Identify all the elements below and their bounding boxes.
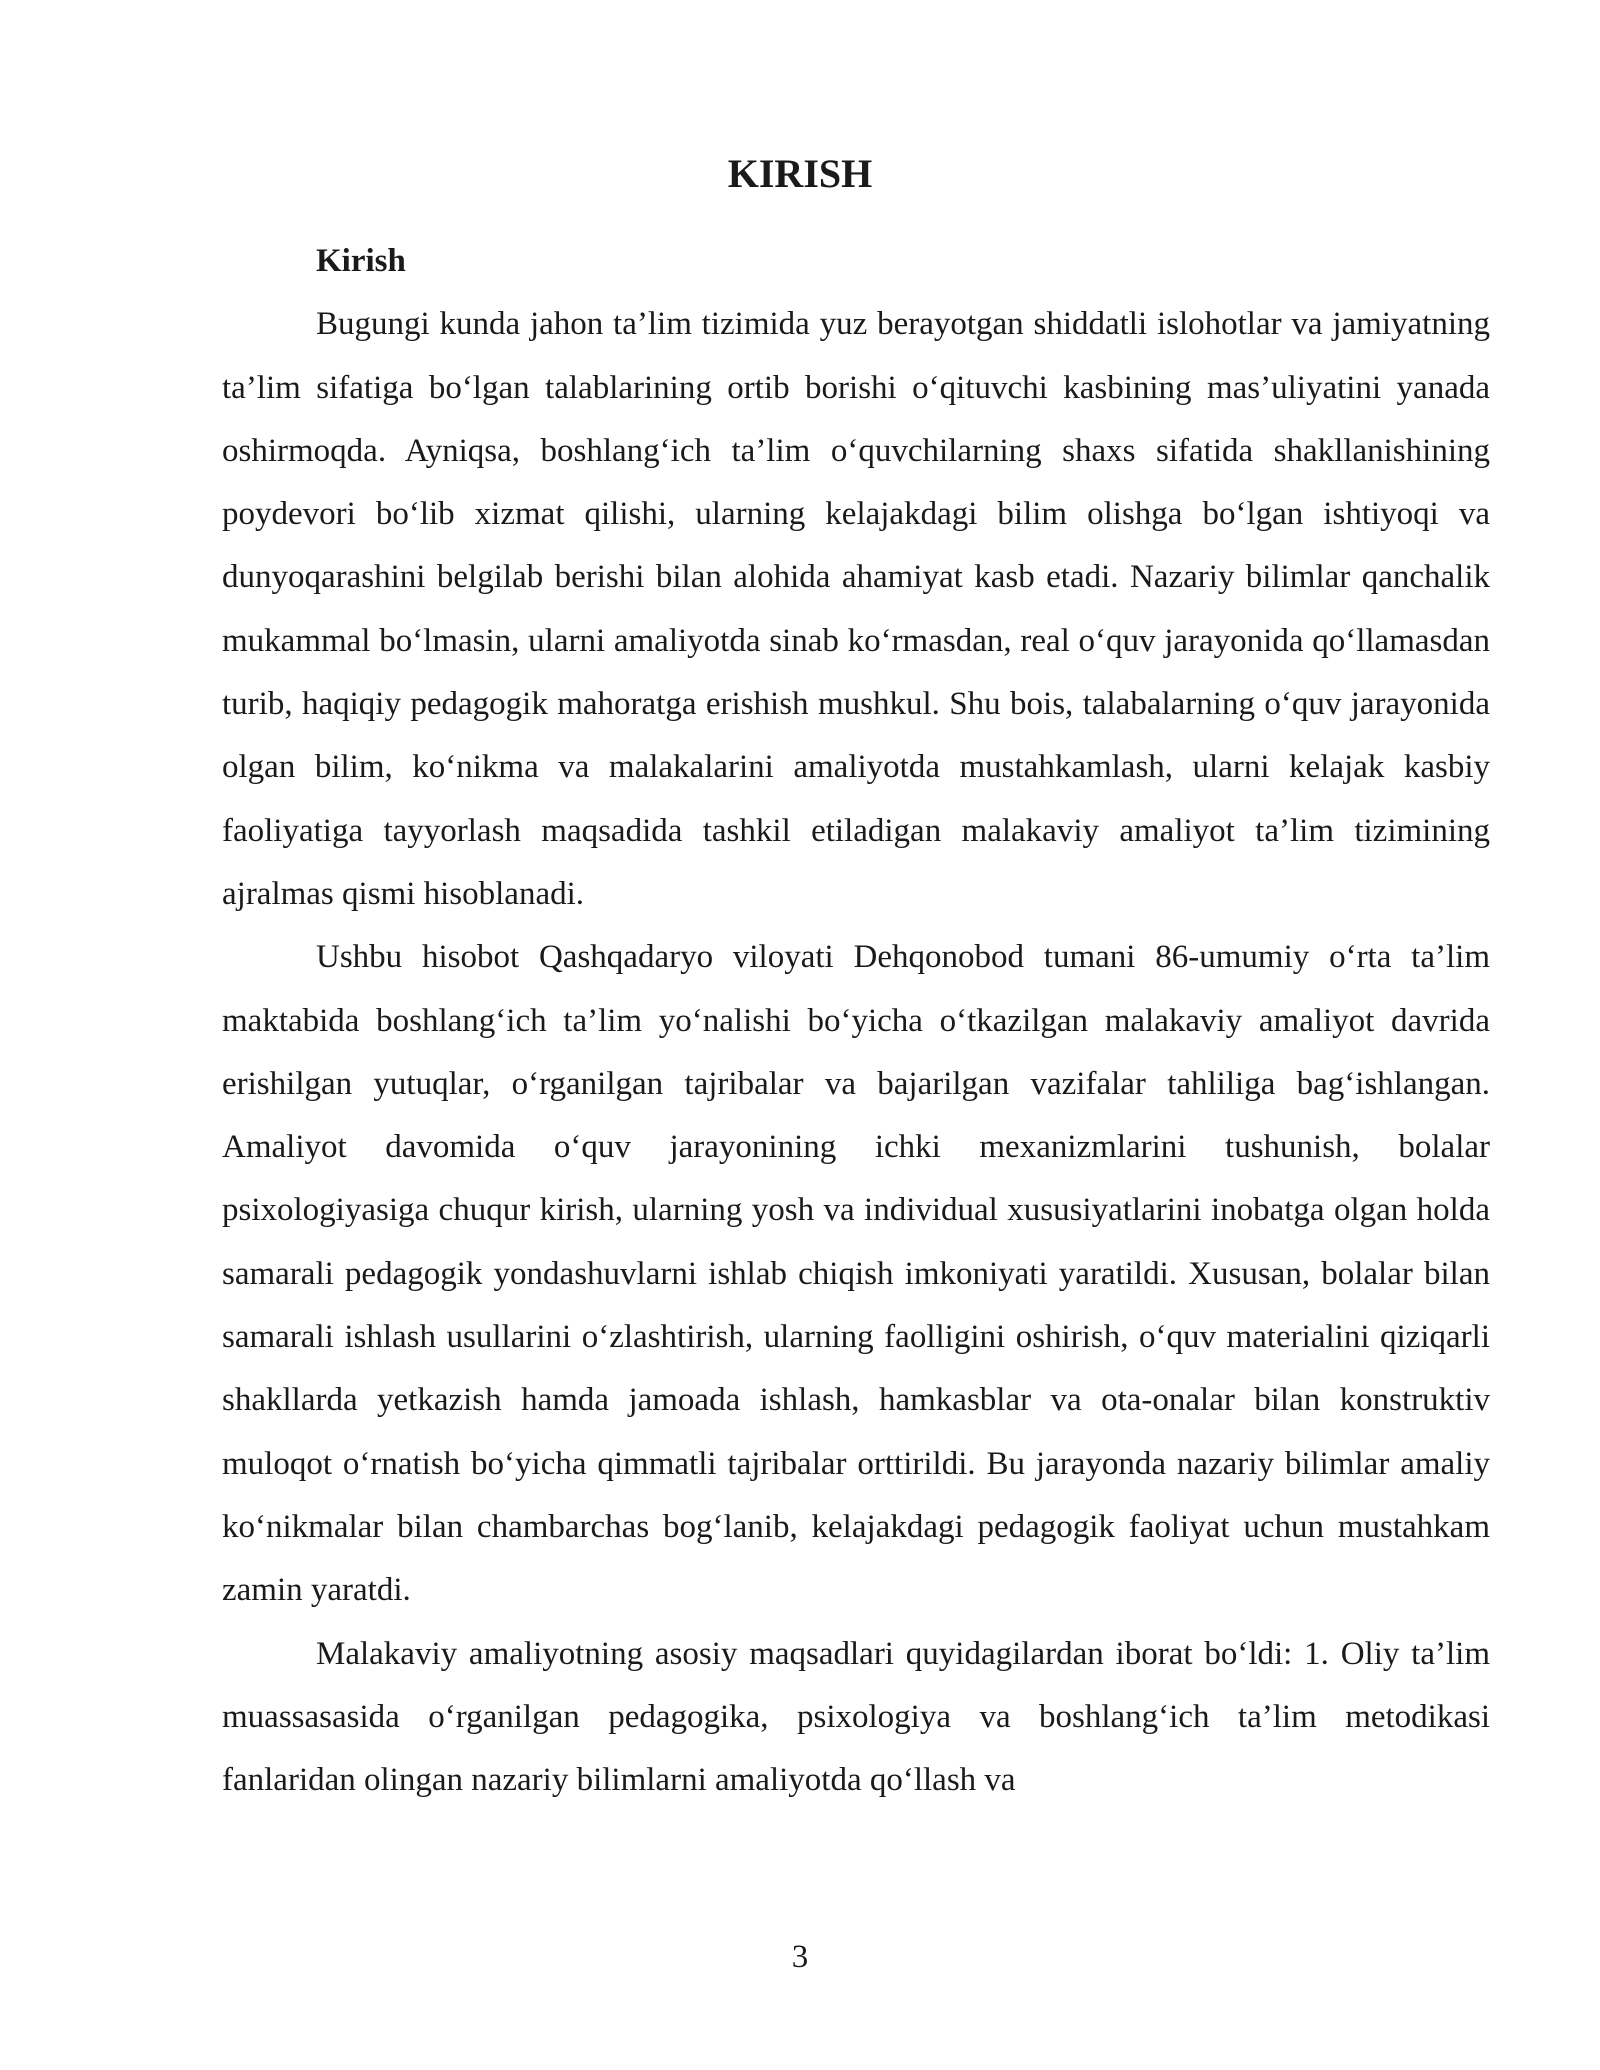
section-subheading: Kirish xyxy=(316,243,406,279)
page-number: 3 xyxy=(791,1939,809,1975)
paragraph-2: Ushbu hisobot Qashqadaryo viloyati Dehqonobod tumani 86-umumiy o‘rta ta’lim maktabida boshlang‘ich ta’lim yo‘nalishi bo‘yicha o‘tkazilgan malakaviy amaliyot davrida erishilgan yutuqlar, o‘rganilgan tajribalar va bajarilgan vazifalar tahliliga bag‘ishlangan. Amaliyot davomida o‘quv jarayonining ichki mexanizmlarini tushunish, bolalar psixologiyasiga chuqur kirish, ularning yosh va individual xususiyatlarini inobatga olgan holda samarali pedagogik yondashuvlarni ishlab chiqish imkoniyati yaratildi. Xususan, bolalar bilan samarali ishlash usullarini o‘zlashtirish, ularning faolligini oshirish, o‘quv materialini qiziqarli shakllarda yetkazish hamda jamoada ishlash, hamkasblar va ota-onalar bilan konstruktiv muloqot o‘rnatish bo‘yicha qimmatli tajribalar orttirildi. Bu jarayonda nazariy bilimlar amaliy ko‘nikmalar bilan chambarchas bog‘lanib, kelajakdagi pedagogik faoliyat uchun mustahkam zamin yaratdi. xyxy=(222,939,1490,1609)
chapter-title: KIRISH xyxy=(727,151,873,196)
paragraph-3: Malakaviy amaliyotning asosiy maqsadlari quyidagilardan iborat bo‘ldi: 1. Oliy ta’lim muassasasida o‘rganilgan pedagogika, psixologiya va boshlang‘ich ta’lim metodikasi fanlaridan olingan nazariy bilimlarni amaliyotda qo‘llash va xyxy=(222,1635,1490,1799)
paragraph-1: Bugungi kunda jahon ta’lim tizimida yuz berayotgan shiddatli islohotlar va jamiyatning ta’lim sifatiga bo‘lgan talablarining ortib borishi o‘qituvchi kasbining mas’uliyatini yanada oshirmoqda. Ayniqsa, boshlang‘ich ta’lim o‘quvchilarning shaxs sifatida shakllanishining poydevori bo‘lib xizmat qilishi, ularning kelajakdagi bilim olishga bo‘lgan ishtiyoqi va dunyoqarashini belgilab berishi bilan alohida ahamiyat kasb etadi. Nazariy bilimlar qanchalik mukammal bo‘lmasin, ularni amaliyotda sinab ko‘rmasdan, real o‘quv jarayonida qo‘llamasdan turib, haqiqiy pedagogik mahoratga erishish mushkul. Shu bois, talabalarning o‘quv jarayonida olgan bilim, ko‘nikma va malakalarini amaliyotda mustahkamlash, ularni kelajak kasbiy faoliyatiga tayyorlash maqsadida tashkil etiladigan malakaviy amaliyot ta’lim tizimining ajralmas qismi hisoblanadi. xyxy=(222,306,1490,912)
page-body xyxy=(222,230,1490,1812)
